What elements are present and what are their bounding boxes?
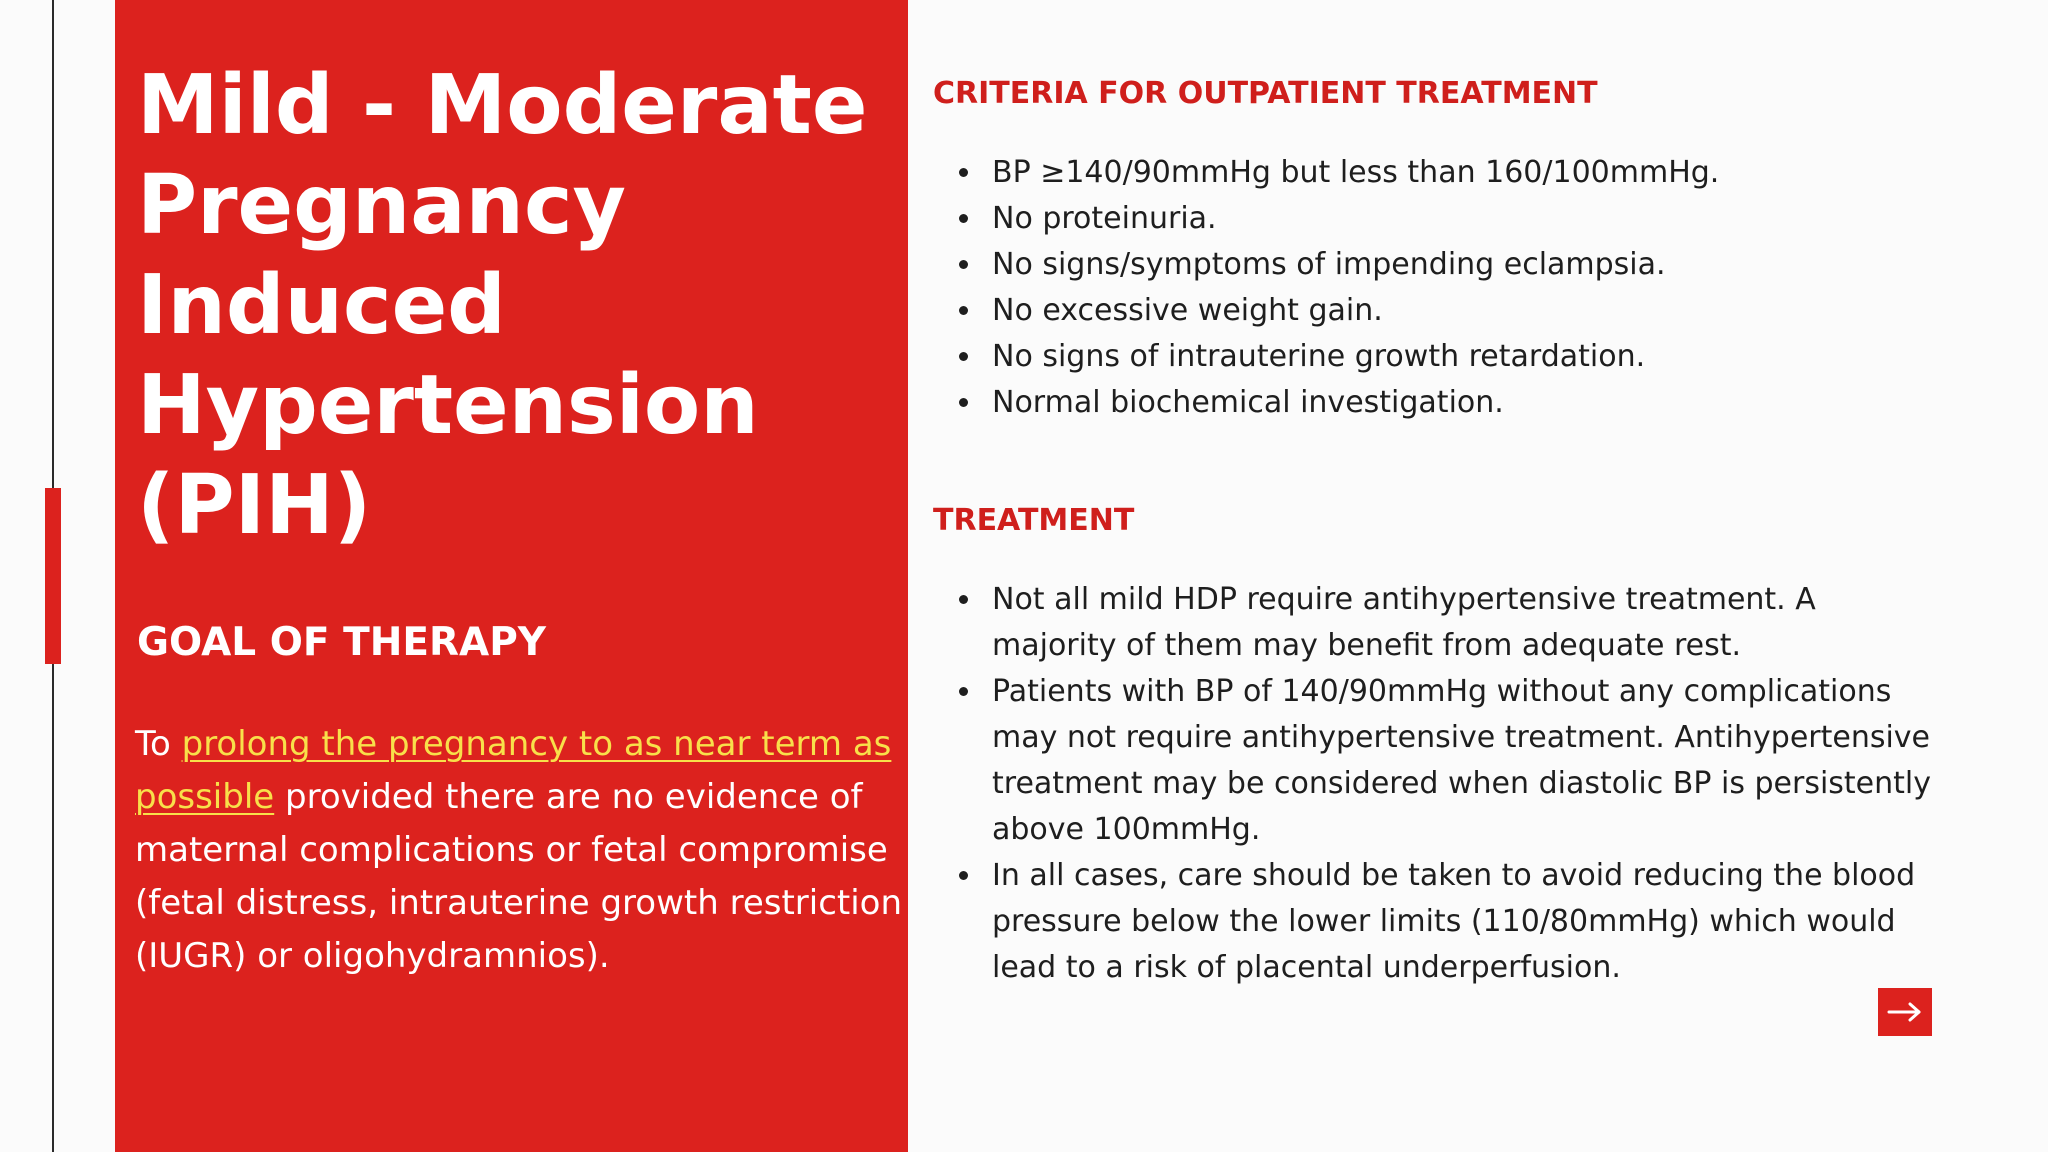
criteria-list <box>952 150 1934 426</box>
treatment-heading: TREATMENT <box>933 503 1135 538</box>
treatment-item: • Not all mild HDP require antihypertensive treatment. A majority of them may benefit from adequate rest. <box>984 577 1934 669</box>
slide-title: Mild - Moderate Pregnancy Induced Hypertension (PIH) <box>137 58 868 553</box>
next-slide-button[interactable] <box>1878 988 1932 1036</box>
treatment-list <box>952 577 1934 991</box>
goal-text-highlight: prolong the pregnancy to as near term as possible <box>135 724 892 817</box>
criteria-item: • No signs/symptoms of impending eclampsia. <box>984 242 1934 288</box>
criteria-heading: CRITERIA FOR OUTPATIENT TREATMENT <box>933 76 1598 111</box>
criteria-item: • BP ≥140/90mmHg but less than 160/100mmHg. <box>984 150 1934 196</box>
title-panel <box>115 0 908 1152</box>
goal-heading: GOAL OF THERAPY <box>137 620 547 665</box>
goal-text-prefix: To <box>135 724 182 764</box>
goal-text <box>135 718 905 983</box>
criteria-item: • No signs of intrauterine growth retardation. <box>984 334 1934 380</box>
left-accent-bar <box>45 488 61 664</box>
treatment-item: • In all cases, care should be taken to avoid reducing the blood pressure below the lower limits (110/80mmHg) which would lead to a risk of placental underperfusion. <box>984 853 1934 991</box>
treatment-item: • Patients with BP of 140/90mmHg without any complications may not require antihypertensive treatment. Antihypertensive treatment may be considered when diastolic BP is persistently above 100mmHg. <box>984 669 1934 853</box>
arrow-right-icon <box>1885 1000 1925 1024</box>
criteria-item: • No excessive weight gain. <box>984 288 1934 334</box>
criteria-item: • Normal biochemical investigation. <box>984 380 1934 426</box>
criteria-item: • No proteinuria. <box>984 196 1934 242</box>
goal-text-suffix: provided there are no evidence of maternal complications or fetal compromise (fetal distress, intrauterine growth restriction (IUGR) or oligohydramnios). <box>135 777 903 976</box>
